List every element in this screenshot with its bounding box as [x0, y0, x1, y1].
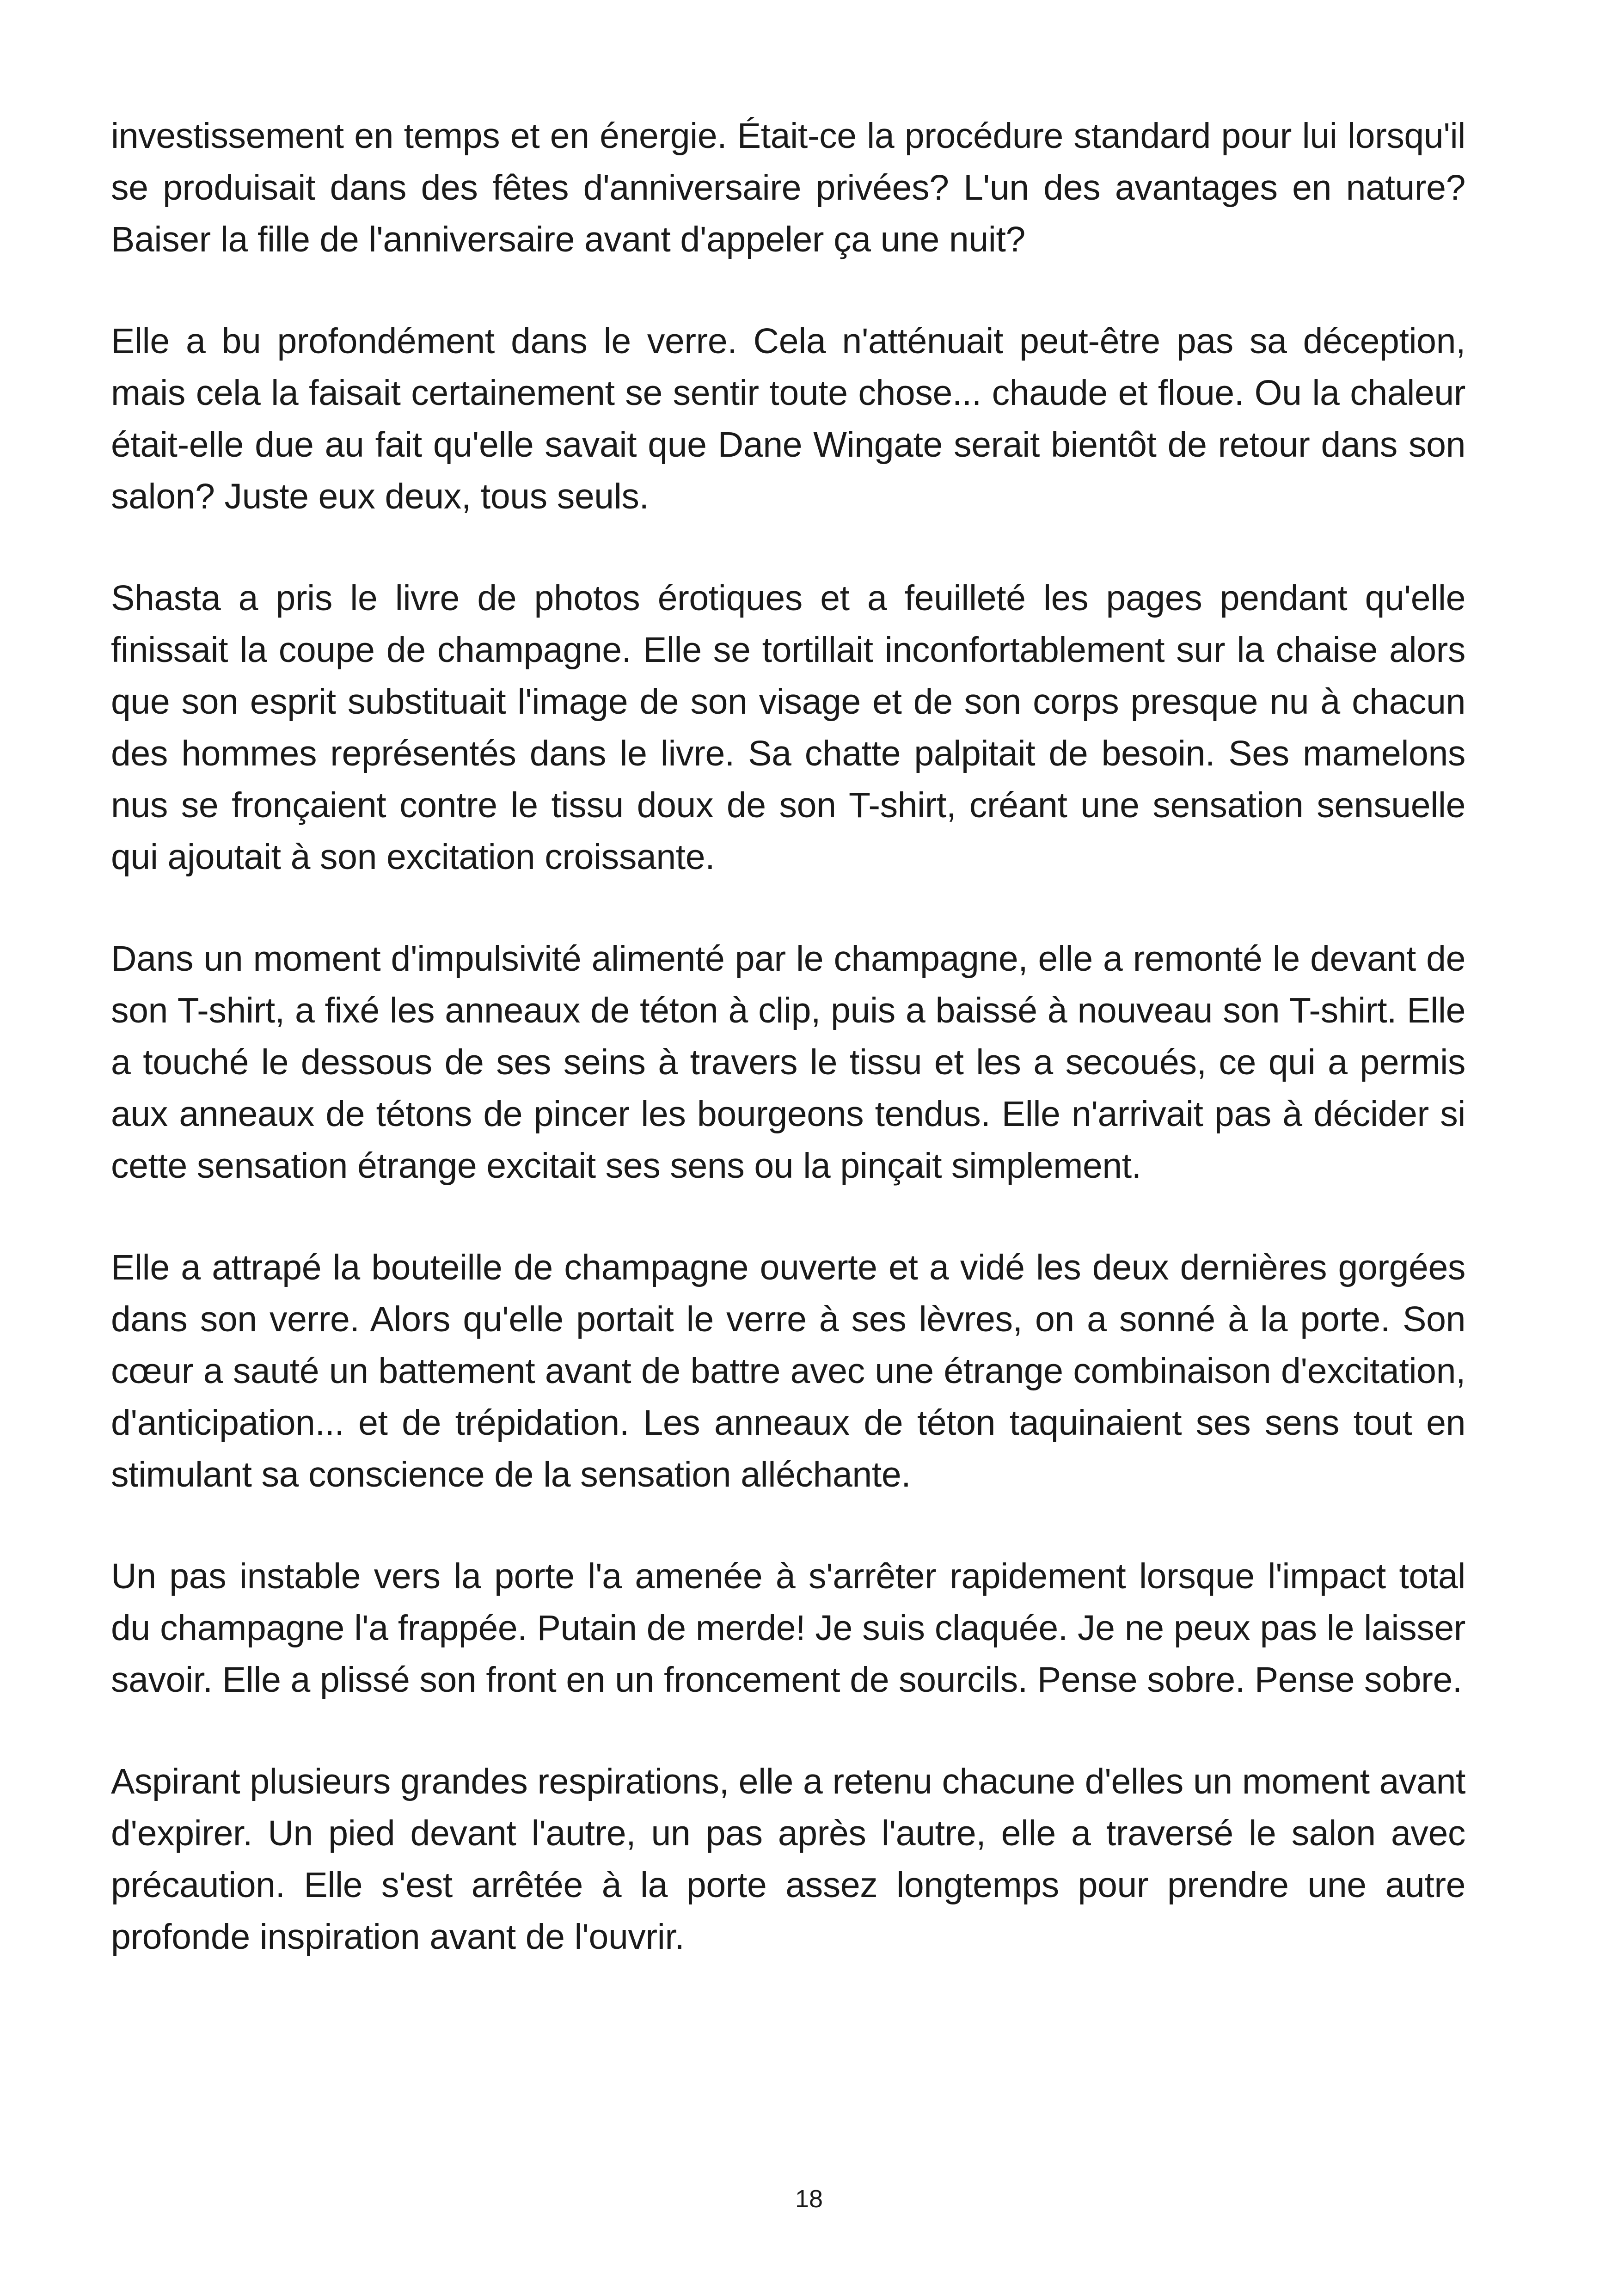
paragraph-3: Shasta a pris le livre de photos érotiques et a feuilleté les pages pendant qu'elle finissait la coupe de champagne. Elle se tortillait inconfortablement sur la chaise alors que son esprit substituait l'image de son visage et de son corps presque nu à chacun des hommes représentés dans le livre. Sa chatte palpitait de besoin. Ses mamelons nus se fronçaient contre le tissu doux de son T-shirt, créant une sensation sensuelle qui ajoutait à son excitation croissante. [111, 578, 1465, 877]
body-text [111, 110, 1465, 1963]
paragraph-4: Dans un moment d'impulsivité alimenté par le champagne, elle a remonté le devant de son T-shirt, a fixé les anneaux de téton à clip, puis a baissé à nouveau son T-shirt. Elle a touché le dessous de ses seins à travers le tissu et les a secoués, ce qui a permis aux anneaux de tétons de pincer les bourgeons tendus. Elle n'arrivait pas à décider si cette sensation étrange excitait ses sens ou la pinçait simplement. [111, 939, 1465, 1186]
paragraph-2: Elle a bu profondément dans le verre. Cela n'atténuait peut-être pas sa déception, mais cela la faisait certainement se sentir toute chose... chaude et floue. Ou la chaleur était-elle due au fait qu'elle savait que Dane Wingate serait bientôt de retour dans son salon? Juste eux deux, tous seuls. [111, 321, 1465, 516]
paragraph-7: Aspirant plusieurs grandes respirations, elle a retenu chacune d'elles un moment avant d'expirer. Un pied devant l'autre, un pas après l'autre, elle a traversé le salon avec précaution. Elle s'est arrêtée à la porte assez longtemps pour prendre une autre profonde inspiration avant de l'ouvrir. [111, 1762, 1465, 1957]
page-number: 18 [795, 2185, 823, 2213]
paragraph-6: Un pas instable vers la porte l'a amenée à s'arrêter rapidement lorsque l'impact total du champagne l'a frappée. Putain de merde! Je suis claquée. Je ne peux pas le laisser savoir. Elle a plissé son front en un froncement de sourcils. Pense sobre. Pense sobre. [111, 1556, 1465, 1700]
paragraph-5: Elle a attrapé la bouteille de champagne ouverte et a vidé les deux dernières gorgées dans son verre. Alors qu'elle portait le verre à ses lèvres, on a sonné à la porte. Son cœur a sauté un battement avant de battre avec une étrange combinaison d'excitation, d'anticipation... et de trépidation. Les anneaux de téton taquinaient ses sens tout en stimulant sa conscience de la sensation alléchante. [111, 1248, 1465, 1494]
paragraph-1: investissement en temps et en énergie. Était-ce la procédure standard pour lui lorsqu'il se produisait dans des fêtes d'anniversaire privées? L'un des avantages en nature? Baiser la fille de l'anniversaire avant d'appeler ça une nuit? [111, 116, 1465, 259]
